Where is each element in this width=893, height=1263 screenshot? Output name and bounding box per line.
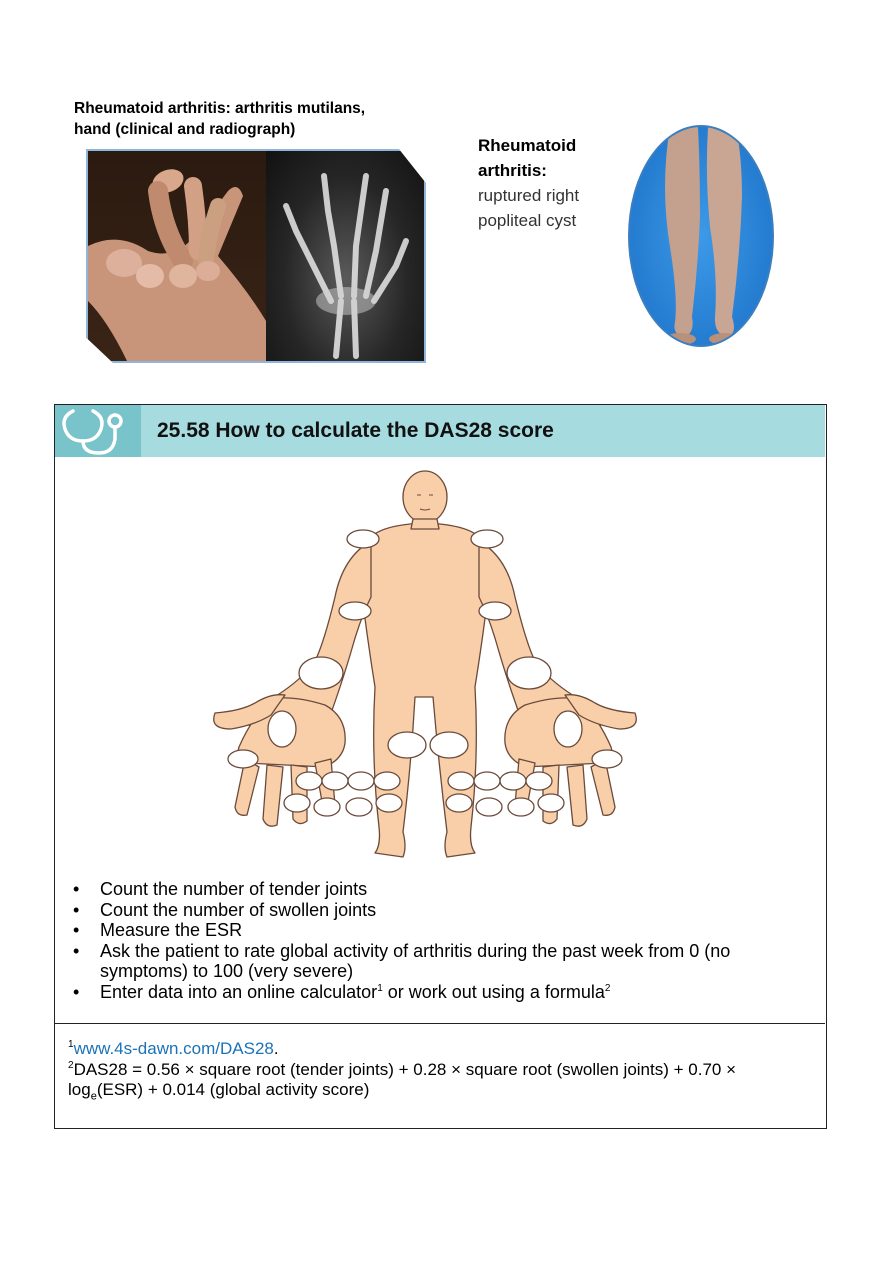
legs-image [630, 127, 772, 345]
footnote-ref: 1 [377, 982, 383, 994]
list-item: • Count the number of tender joints [73, 879, 813, 900]
list-item: • Ask the patient to rate global activity of arthritis during the past week from 0 (no symptoms) to 100 (very severe) [73, 941, 813, 982]
list-item: • Enter data into an online calculator$^1$ or work out using a formula$^2$ [73, 982, 813, 1003]
deformed-hand-image [88, 151, 266, 363]
footnote-ref: 2 [604, 982, 611, 994]
box-header [55, 405, 825, 457]
hand-photographs [86, 149, 426, 363]
list-item: • Measure the ESR [73, 920, 813, 941]
clinical-hand-photo [88, 151, 266, 363]
hand-xray-image [266, 151, 426, 363]
hand-figure-caption [74, 98, 434, 140]
footnote-1: $^1$www.4s-dawn.com/DAS28. [68, 1039, 279, 1058]
box-title: 25.58 How to calculate the DAS28 score [157, 419, 554, 442]
caption-line: hand (clinical and radiograph) [74, 121, 296, 138]
footnotes [68, 1039, 813, 1101]
caption-line: arthritis: [478, 161, 547, 180]
stethoscope-icon [55, 405, 141, 457]
instruction-list [73, 879, 813, 1002]
legs-photograph [628, 125, 774, 347]
caption-line: ruptured right [478, 186, 580, 205]
das28-box [54, 404, 827, 1129]
caption-line: popliteal cyst [478, 211, 577, 230]
das28-calculator-link[interactable]: www.4s-dawn.com/DAS28 [73, 1039, 274, 1058]
list-item: • Count the number of swollen joints [73, 900, 813, 921]
icon-tile [55, 405, 141, 457]
legs-figure-caption [478, 133, 618, 233]
body-joint-diagram [175, 467, 715, 877]
box-divider [55, 1023, 825, 1024]
caption-line: Rheumatoid [478, 136, 577, 155]
footnote-2: $^2$DAS28 = 0.56 × square root (tender joints) + 0.28 × square root (swollen joints) + $0.70 \times \log_e(ESR) + 0.014$ (global activity score) [68, 1059, 737, 1103]
hand-radiograph [266, 151, 426, 363]
caption-line: Rheumatoid arthritis: arthritis mutilans, [74, 100, 366, 117]
